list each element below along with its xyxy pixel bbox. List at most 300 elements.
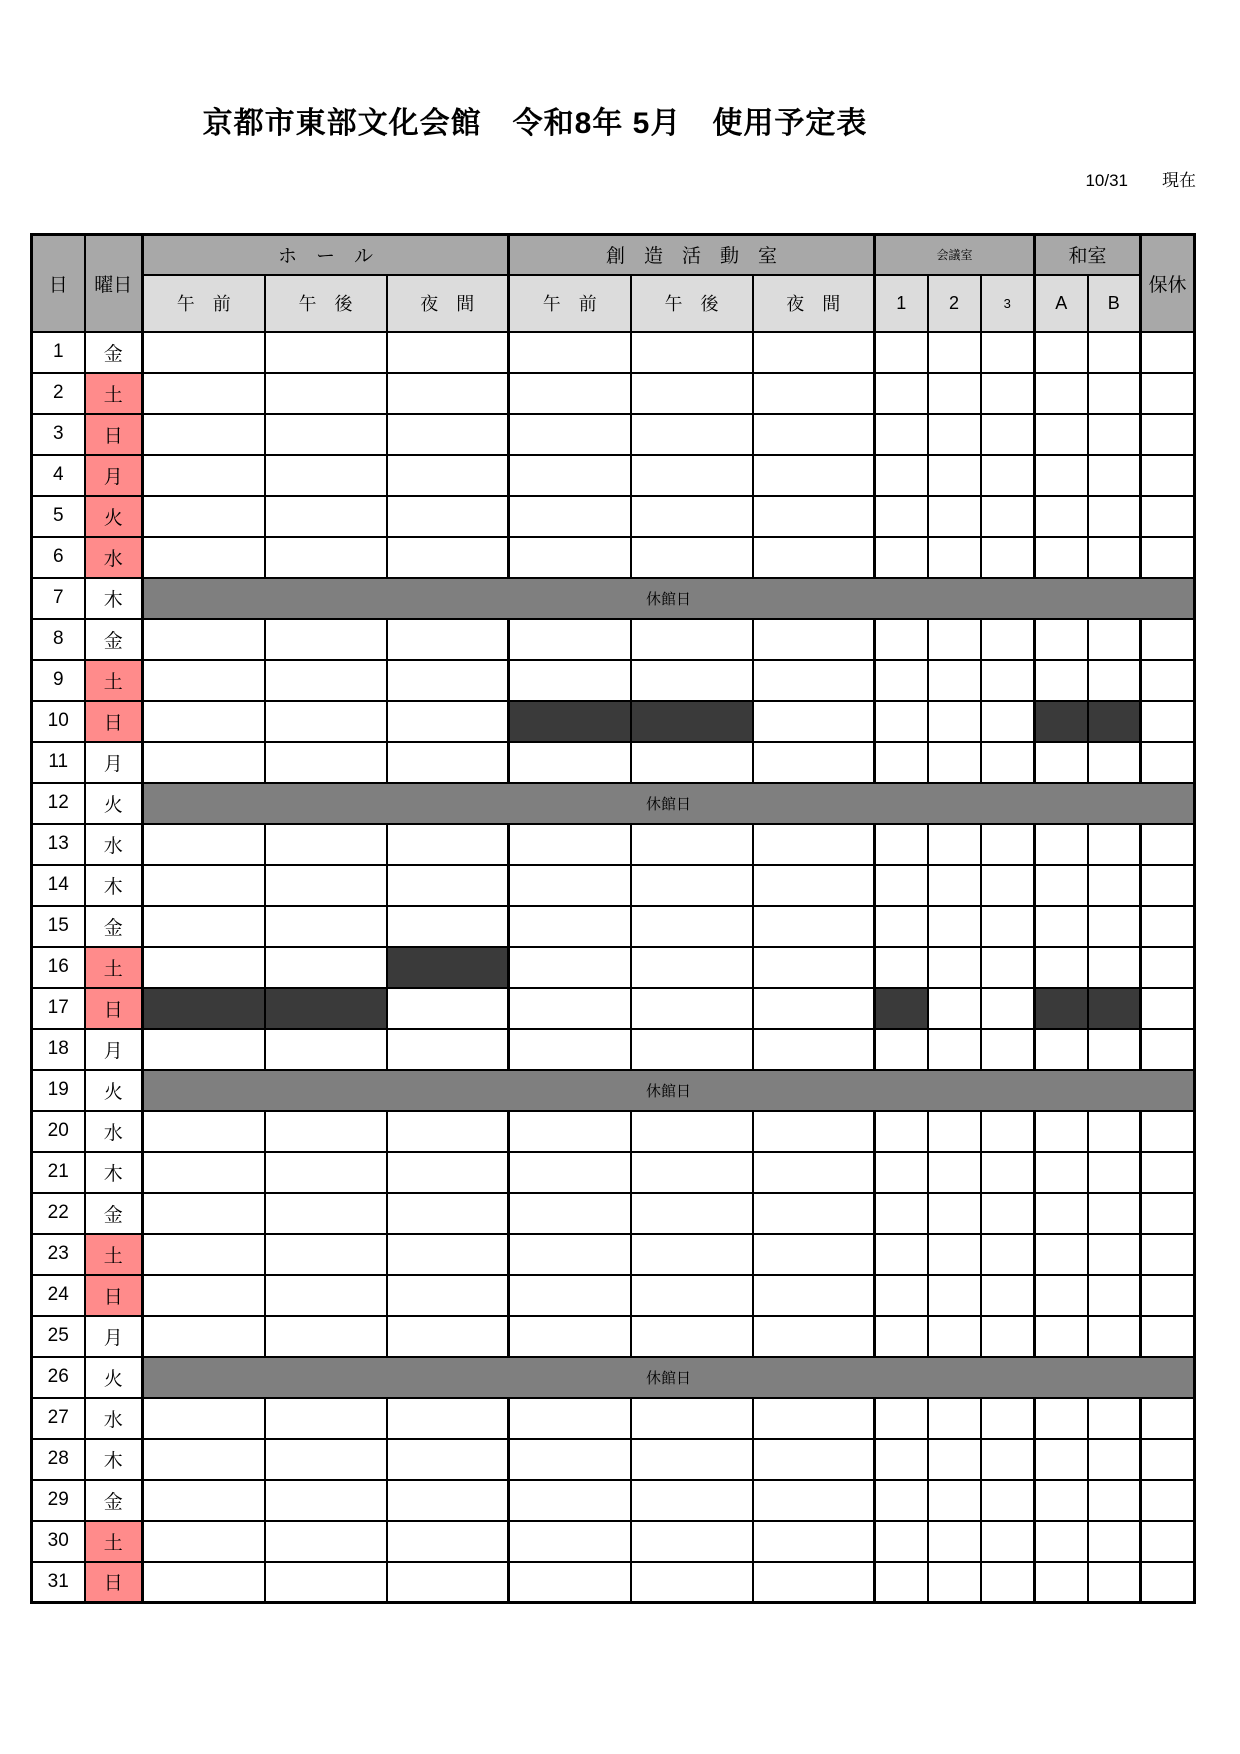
cell-souzou-pm (631, 1316, 753, 1357)
weekday-cell: 水 (85, 537, 143, 578)
cell-washitsu-b (1088, 824, 1141, 865)
cell-souzou-eve (753, 988, 875, 1029)
cell-hall-pm (265, 1521, 387, 1562)
cell-kaigi-3 (981, 1521, 1035, 1562)
cell-hokyu (1141, 414, 1195, 455)
cell-kaigi-1 (875, 1152, 928, 1193)
cell-hall-am (143, 1275, 265, 1316)
cell-hall-pm (265, 1029, 387, 1070)
cell-souzou-pm (631, 1029, 753, 1070)
cell-washitsu-a (1035, 1562, 1088, 1603)
cell-kaigi-2 (928, 1562, 981, 1603)
weekday-cell: 土 (85, 947, 143, 988)
cell-kaigi-1 (875, 1562, 928, 1603)
day-cell: 14 (32, 865, 85, 906)
cell-souzou-pm (631, 1152, 753, 1193)
cell-souzou-am (509, 947, 631, 988)
cell-hall-eve (387, 373, 509, 414)
cell-washitsu-b (1088, 1029, 1141, 1070)
table-row (32, 906, 1195, 947)
weekday-cell: 土 (85, 660, 143, 701)
cell-souzou-pm (631, 455, 753, 496)
closed-band: 休館日 (143, 783, 1195, 824)
cell-souzou-pm (631, 414, 753, 455)
cell-souzou-eve (753, 1152, 875, 1193)
cell-kaigi-3 (981, 1316, 1035, 1357)
cell-washitsu-b (1088, 1439, 1141, 1480)
day-cell: 20 (32, 1111, 85, 1152)
table-row (32, 1152, 1195, 1193)
cell-hokyu (1141, 988, 1195, 1029)
cell-kaigi-1 (875, 824, 928, 865)
cell-kaigi-1 (875, 1111, 928, 1152)
cell-hall-pm (265, 1275, 387, 1316)
table-row (32, 496, 1195, 537)
cell-kaigi-1 (875, 1439, 928, 1480)
cell-souzou-eve (753, 1193, 875, 1234)
cell-hokyu (1141, 1234, 1195, 1275)
cell-souzou-am (509, 1521, 631, 1562)
cell-washitsu-a (1035, 619, 1088, 660)
weekday-cell: 金 (85, 332, 143, 373)
day-cell: 8 (32, 619, 85, 660)
day-cell: 12 (32, 783, 85, 824)
cell-hall-pm (265, 1562, 387, 1603)
col-subheader-souzou-eve: 夜 間 (753, 275, 875, 332)
weekday-cell: 日 (85, 1275, 143, 1316)
cell-kaigi-3 (981, 455, 1035, 496)
cell-hall-eve (387, 1111, 509, 1152)
day-cell: 22 (32, 1193, 85, 1234)
cell-hall-eve (387, 1316, 509, 1357)
day-cell: 9 (32, 660, 85, 701)
cell-kaigi-2 (928, 496, 981, 537)
weekday-cell: 日 (85, 1562, 143, 1603)
cell-souzou-am (509, 906, 631, 947)
cell-hall-eve (387, 1521, 509, 1562)
day-cell: 21 (32, 1152, 85, 1193)
cell-washitsu-a (1035, 496, 1088, 537)
cell-souzou-am (509, 1193, 631, 1234)
cell-washitsu-b (1088, 1111, 1141, 1152)
cell-washitsu-a (1035, 414, 1088, 455)
cell-hall-am (143, 1562, 265, 1603)
weekday-cell: 木 (85, 578, 143, 619)
schedule-table (30, 233, 1196, 1604)
cell-kaigi-2 (928, 1193, 981, 1234)
cell-souzou-eve (753, 1562, 875, 1603)
cell-kaigi-2 (928, 1275, 981, 1316)
cell-souzou-pm (631, 947, 753, 988)
weekday-cell: 日 (85, 988, 143, 1029)
cell-kaigi-2 (928, 701, 981, 742)
cell-hall-eve (387, 988, 509, 1029)
cell-kaigi-3 (981, 1480, 1035, 1521)
weekday-cell: 火 (85, 1070, 143, 1111)
cell-hokyu (1141, 947, 1195, 988)
cell-souzou-pm (631, 496, 753, 537)
cell-souzou-am (509, 1234, 631, 1275)
cell-souzou-pm (631, 865, 753, 906)
weekday-cell: 火 (85, 783, 143, 824)
cell-souzou-eve (753, 332, 875, 373)
table-row (32, 1357, 1195, 1398)
cell-hokyu (1141, 1562, 1195, 1603)
weekday-cell: 金 (85, 1480, 143, 1521)
cell-souzou-eve (753, 1111, 875, 1152)
weekday-cell: 月 (85, 1316, 143, 1357)
col-group-washitsu: 和室 (1035, 235, 1141, 275)
cell-washitsu-a (1035, 1152, 1088, 1193)
weekday-cell: 土 (85, 1521, 143, 1562)
cell-hall-eve (387, 1480, 509, 1521)
cell-hall-pm (265, 1398, 387, 1439)
day-cell: 23 (32, 1234, 85, 1275)
cell-kaigi-2 (928, 1316, 981, 1357)
table-row (32, 783, 1195, 824)
weekday-cell: 土 (85, 373, 143, 414)
cell-kaigi-1 (875, 1316, 928, 1357)
table-row (32, 1070, 1195, 1111)
cell-kaigi-1 (875, 1398, 928, 1439)
cell-souzou-pm (631, 1439, 753, 1480)
cell-souzou-eve (753, 701, 875, 742)
header-group-row (32, 235, 1195, 275)
cell-souzou-pm (631, 1521, 753, 1562)
cell-kaigi-2 (928, 1029, 981, 1070)
cell-kaigi-2 (928, 1398, 981, 1439)
col-group-kaigi: 会議室 (875, 235, 1035, 275)
col-subheader-hall-eve: 夜 間 (387, 275, 509, 332)
cell-hall-am (143, 1439, 265, 1480)
cell-washitsu-b (1088, 742, 1141, 783)
col-group-souzou: 創 造 活 動 室 (509, 235, 875, 275)
day-cell: 27 (32, 1398, 85, 1439)
weekday-cell: 日 (85, 414, 143, 455)
cell-washitsu-a (1035, 824, 1088, 865)
cell-washitsu-b (1088, 701, 1141, 742)
as-of-label: 現在 (1162, 171, 1196, 190)
cell-hall-am (143, 414, 265, 455)
cell-kaigi-3 (981, 742, 1035, 783)
cell-washitsu-a (1035, 988, 1088, 1029)
cell-kaigi-2 (928, 947, 981, 988)
table-row (32, 1111, 1195, 1152)
cell-hall-pm (265, 1152, 387, 1193)
cell-hall-am (143, 619, 265, 660)
cell-hall-eve (387, 701, 509, 742)
cell-kaigi-1 (875, 906, 928, 947)
cell-souzou-eve (753, 1521, 875, 1562)
cell-souzou-am (509, 824, 631, 865)
table-row (32, 1193, 1195, 1234)
cell-washitsu-a (1035, 1316, 1088, 1357)
weekday-cell: 月 (85, 455, 143, 496)
closed-band: 休館日 (143, 1070, 1195, 1111)
cell-hall-pm (265, 1193, 387, 1234)
cell-kaigi-1 (875, 455, 928, 496)
table-row (32, 455, 1195, 496)
cell-hall-pm (265, 742, 387, 783)
cell-washitsu-a (1035, 906, 1088, 947)
cell-souzou-pm (631, 1562, 753, 1603)
cell-kaigi-3 (981, 701, 1035, 742)
cell-washitsu-a (1035, 1480, 1088, 1521)
cell-kaigi-2 (928, 373, 981, 414)
cell-souzou-am (509, 373, 631, 414)
cell-hall-am (143, 988, 265, 1029)
cell-souzou-pm (631, 1398, 753, 1439)
cell-hall-eve (387, 1029, 509, 1070)
col-subheader-souzou-pm: 午 後 (631, 275, 753, 332)
cell-souzou-pm (631, 1234, 753, 1275)
cell-souzou-eve (753, 906, 875, 947)
cell-hokyu (1141, 619, 1195, 660)
cell-hall-pm (265, 1111, 387, 1152)
cell-kaigi-1 (875, 414, 928, 455)
weekday-cell: 日 (85, 701, 143, 742)
table-row (32, 1398, 1195, 1439)
cell-hall-am (143, 1398, 265, 1439)
cell-hall-eve (387, 947, 509, 988)
cell-hokyu (1141, 660, 1195, 701)
cell-kaigi-3 (981, 332, 1035, 373)
weekday-cell: 金 (85, 906, 143, 947)
cell-hokyu (1141, 865, 1195, 906)
cell-kaigi-1 (875, 988, 928, 1029)
cell-kaigi-3 (981, 1152, 1035, 1193)
cell-kaigi-3 (981, 537, 1035, 578)
cell-washitsu-a (1035, 455, 1088, 496)
day-cell: 11 (32, 742, 85, 783)
closed-band: 休館日 (143, 578, 1195, 619)
table-row (32, 660, 1195, 701)
cell-souzou-pm (631, 906, 753, 947)
table-row (32, 1234, 1195, 1275)
cell-washitsu-a (1035, 1029, 1088, 1070)
day-cell: 6 (32, 537, 85, 578)
cell-kaigi-2 (928, 742, 981, 783)
cell-hall-am (143, 660, 265, 701)
cell-souzou-eve (753, 414, 875, 455)
cell-kaigi-3 (981, 1439, 1035, 1480)
cell-hall-am (143, 906, 265, 947)
cell-kaigi-1 (875, 619, 928, 660)
cell-souzou-am (509, 1029, 631, 1070)
cell-hall-am (143, 1029, 265, 1070)
table-row (32, 1521, 1195, 1562)
cell-kaigi-3 (981, 1193, 1035, 1234)
table-row (32, 537, 1195, 578)
cell-washitsu-a (1035, 373, 1088, 414)
cell-kaigi-2 (928, 824, 981, 865)
cell-hall-am (143, 1193, 265, 1234)
cell-washitsu-b (1088, 373, 1141, 414)
cell-washitsu-b (1088, 906, 1141, 947)
cell-washitsu-a (1035, 1439, 1088, 1480)
day-cell: 13 (32, 824, 85, 865)
table-row (32, 865, 1195, 906)
cell-washitsu-a (1035, 1111, 1088, 1152)
cell-washitsu-a (1035, 742, 1088, 783)
cell-souzou-eve (753, 373, 875, 414)
cell-kaigi-1 (875, 373, 928, 414)
cell-hall-pm (265, 1234, 387, 1275)
cell-hall-eve (387, 1275, 509, 1316)
cell-hall-am (143, 1480, 265, 1521)
col-subheader-washitsu-a: A (1035, 275, 1088, 332)
cell-hall-eve (387, 742, 509, 783)
cell-hall-am (143, 701, 265, 742)
cell-hall-am (143, 332, 265, 373)
cell-hokyu (1141, 496, 1195, 537)
cell-kaigi-3 (981, 865, 1035, 906)
cell-souzou-am (509, 332, 631, 373)
cell-washitsu-a (1035, 1275, 1088, 1316)
cell-washitsu-b (1088, 1275, 1141, 1316)
cell-hokyu (1141, 1316, 1195, 1357)
weekday-cell: 水 (85, 824, 143, 865)
table-row (32, 742, 1195, 783)
cell-washitsu-a (1035, 1521, 1088, 1562)
cell-hall-pm (265, 988, 387, 1029)
cell-kaigi-2 (928, 537, 981, 578)
cell-souzou-am (509, 414, 631, 455)
cell-kaigi-2 (928, 660, 981, 701)
cell-souzou-am (509, 619, 631, 660)
cell-souzou-am (509, 742, 631, 783)
cell-washitsu-b (1088, 947, 1141, 988)
cell-hall-pm (265, 414, 387, 455)
cell-souzou-pm (631, 619, 753, 660)
day-cell: 19 (32, 1070, 85, 1111)
cell-souzou-pm (631, 742, 753, 783)
cell-washitsu-b (1088, 537, 1141, 578)
table-row (32, 988, 1195, 1029)
cell-souzou-eve (753, 496, 875, 537)
cell-kaigi-3 (981, 988, 1035, 1029)
cell-washitsu-b (1088, 660, 1141, 701)
cell-kaigi-2 (928, 1439, 981, 1480)
table-row (32, 1562, 1195, 1603)
day-cell: 3 (32, 414, 85, 455)
cell-kaigi-2 (928, 1152, 981, 1193)
day-cell: 15 (32, 906, 85, 947)
cell-souzou-eve (753, 1439, 875, 1480)
cell-souzou-am (509, 496, 631, 537)
cell-washitsu-b (1088, 619, 1141, 660)
cell-souzou-am (509, 1152, 631, 1193)
cell-kaigi-1 (875, 1234, 928, 1275)
cell-washitsu-b (1088, 1316, 1141, 1357)
cell-kaigi-2 (928, 1480, 981, 1521)
cell-souzou-eve (753, 455, 875, 496)
col-subheader-washitsu-b: B (1088, 275, 1141, 332)
cell-souzou-pm (631, 537, 753, 578)
cell-kaigi-3 (981, 660, 1035, 701)
cell-souzou-pm (631, 824, 753, 865)
cell-hall-pm (265, 332, 387, 373)
col-subheader-kaigi-2: 2 (928, 275, 981, 332)
cell-souzou-pm (631, 1275, 753, 1316)
cell-kaigi-3 (981, 1398, 1035, 1439)
cell-souzou-pm (631, 660, 753, 701)
cell-hall-eve (387, 455, 509, 496)
cell-washitsu-b (1088, 865, 1141, 906)
cell-kaigi-1 (875, 537, 928, 578)
cell-souzou-am (509, 455, 631, 496)
cell-kaigi-3 (981, 824, 1035, 865)
day-cell: 29 (32, 1480, 85, 1521)
cell-souzou-eve (753, 537, 875, 578)
cell-kaigi-2 (928, 619, 981, 660)
cell-hall-am (143, 1111, 265, 1152)
cell-hokyu (1141, 537, 1195, 578)
cell-hall-am (143, 1234, 265, 1275)
day-cell: 10 (32, 701, 85, 742)
cell-hall-am (143, 742, 265, 783)
cell-hall-am (143, 947, 265, 988)
cell-kaigi-3 (981, 1234, 1035, 1275)
weekday-cell: 水 (85, 1111, 143, 1152)
header-sub-row (32, 275, 1195, 332)
cell-souzou-am (509, 1480, 631, 1521)
col-header-weekday: 曜日 (85, 235, 143, 332)
cell-hokyu (1141, 906, 1195, 947)
cell-hall-am (143, 373, 265, 414)
col-subheader-hall-pm: 午 後 (265, 275, 387, 332)
day-cell: 26 (32, 1357, 85, 1398)
cell-hall-pm (265, 1480, 387, 1521)
cell-souzou-am (509, 988, 631, 1029)
cell-hokyu (1141, 824, 1195, 865)
cell-washitsu-b (1088, 1521, 1141, 1562)
day-cell: 16 (32, 947, 85, 988)
cell-washitsu-a (1035, 865, 1088, 906)
table-row (32, 947, 1195, 988)
cell-souzou-eve (753, 1316, 875, 1357)
cell-hokyu (1141, 1275, 1195, 1316)
cell-hall-pm (265, 496, 387, 537)
cell-washitsu-a (1035, 1398, 1088, 1439)
weekday-cell: 金 (85, 619, 143, 660)
day-cell: 25 (32, 1316, 85, 1357)
cell-hall-eve (387, 824, 509, 865)
cell-hall-eve (387, 1562, 509, 1603)
cell-washitsu-a (1035, 947, 1088, 988)
cell-hall-am (143, 824, 265, 865)
cell-hall-am (143, 537, 265, 578)
weekday-cell: 月 (85, 742, 143, 783)
table-row (32, 1439, 1195, 1480)
cell-kaigi-3 (981, 619, 1035, 660)
day-cell: 1 (32, 332, 85, 373)
cell-hall-eve (387, 1234, 509, 1275)
table-row (32, 578, 1195, 619)
cell-kaigi-3 (981, 414, 1035, 455)
cell-washitsu-a (1035, 332, 1088, 373)
col-subheader-hall-am: 午 前 (143, 275, 265, 332)
cell-kaigi-1 (875, 1480, 928, 1521)
cell-kaigi-1 (875, 701, 928, 742)
cell-hall-am (143, 455, 265, 496)
table-row (32, 332, 1195, 373)
weekday-cell: 土 (85, 1234, 143, 1275)
day-cell: 31 (32, 1562, 85, 1603)
cell-washitsu-a (1035, 1193, 1088, 1234)
cell-washitsu-b (1088, 414, 1141, 455)
cell-kaigi-1 (875, 496, 928, 537)
